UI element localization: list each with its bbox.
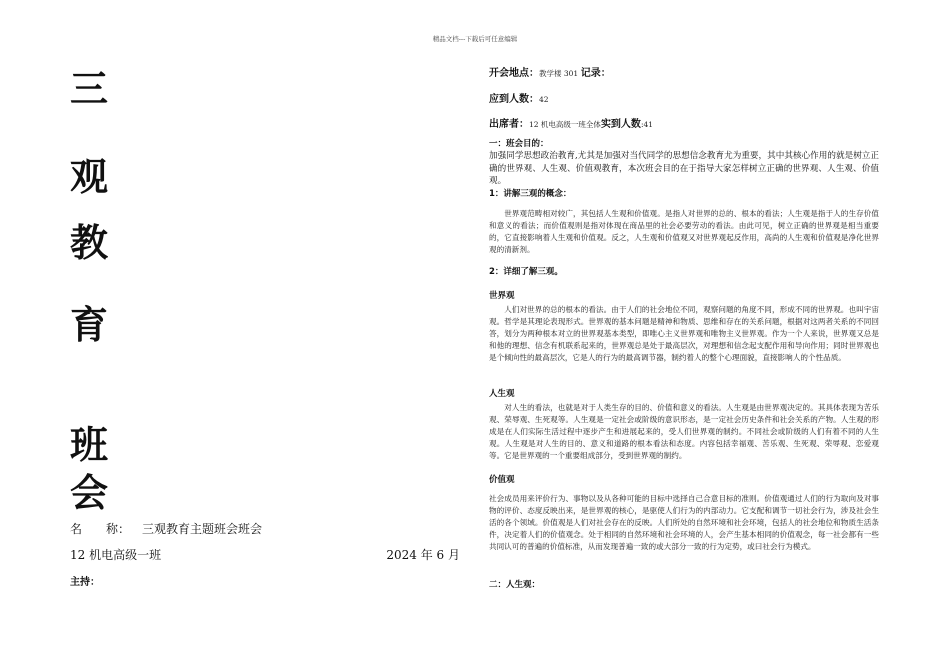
host-label: 主持： bbox=[70, 577, 100, 588]
expected-value: 42 bbox=[539, 95, 549, 104]
cover-class-line bbox=[70, 546, 460, 563]
cover-date: 2024 年 6 月 bbox=[386, 548, 460, 562]
place-value: 教学楼 301 bbox=[539, 69, 579, 78]
title-char: 会 bbox=[70, 471, 109, 515]
title-char: 观 bbox=[70, 155, 109, 199]
name-label: 名 称： bbox=[70, 522, 131, 536]
life-text: 对人生的看法，也就是对于人类生存的目的、价值和意义的看法。人生观是由世界观决定的。其具体表现为苦乐观、荣辱观、生死观等。人生观是一定社会或阶级的意识形态，是一定社会历史条件和社会关系的产物。人生观的形成是在人们实际生活过程中逐步产生和进展起来的，受人们世界观的制约。不同社会或阶级的人们有着不同的人生观。人生观是对人生的目的、意义和道路的根本看法和态度。内容包括幸福观、苦乐观、生死观、荣辱观、恋爱观等。它是世界观的一个重要组成部分，受到世界观的制约。 bbox=[489, 403, 879, 460]
life2-title: 二：人生观： bbox=[489, 580, 541, 590]
cover-name-line bbox=[70, 520, 262, 537]
expected-row bbox=[489, 94, 549, 106]
title-char: 班 bbox=[70, 423, 109, 467]
attendees-row bbox=[489, 119, 653, 131]
world-text: 人们对世界的总的根本的看法。由于人们的社会地位不同，观察问题的角度不同，形成不同的世界观。也叫宇宙观。哲学是其理论表现形式。世界观的基本问题是精神和物质、思维和存在的关系问题，根据对这两者关系的不同回答，划分为两种根本对立的世界观基本类型，即唯心主义世界观和唯物主义世界观。作为一个人来说，世界观又总是和他的理想、信念有机联系起来的，世界观总是处于最高层次，对理想和信念起支配作用和导向作用；同时世界观也是个倾向性的最高层次，它是人的行为的最高调节器，制约着人的整个心理面貌，直接影响人的个性品质。 bbox=[489, 305, 879, 362]
actual-value: :41 bbox=[640, 120, 654, 129]
world-title: 世界观 bbox=[489, 291, 515, 301]
name-value: 三观教育主题班会班会 bbox=[142, 522, 263, 536]
concept-text: 世界观范畴相对较广，其包括人生观和价值观。是指人对世界的总的、根本的看法；人生观是指于人的生存价值和意义的看法；而价值观则是指对体现在商品里的社会必要劳动的看法。由此可见，树立正确的世界观是相当重要的，它直接影响着人生观和价值观。反之，人生观和价值观又对世界观起反作用，高尚的人生观和价值观是净化世界观的清新剂。 bbox=[489, 209, 879, 254]
title-char: 三 bbox=[70, 67, 109, 111]
title-char: 教 bbox=[70, 221, 109, 265]
actual-label: 实到人数 bbox=[600, 119, 641, 130]
attendees-value: 12 机电高级一班全体 bbox=[529, 120, 601, 129]
value-text: 社会成员用来评价行为、事物以及从各种可能的目标中选择自己合意目标的准则。价值观通过人们的行为取向及对事物的评价、态度反映出来，是世界观的核心，是驱使人们行为的内部动力。它支配和调节一切社会行为，涉及社会生活的各个领域。价值观是人们对社会存在的反映。人们所处的自然环境和社会环境，包括人的社会地位和物质生活条件，决定着人们的价值观念。处于相同的自然环境和社会环境的人，会产生基本相同的价值观念，每一社会都有一些共同认可的普遍的价值标准，从而发现普遍一致的或大部分一致的行为定势，或曰社会行为模式。 bbox=[489, 494, 879, 551]
watermark-text: 精品文档---下载后可任意编辑 bbox=[432, 35, 518, 43]
title-char: 育 bbox=[70, 303, 109, 347]
class-name: 12 机电高级一班 bbox=[70, 548, 162, 562]
detail-title: 2：详细了解三观。 bbox=[489, 267, 563, 277]
purpose-title: 一：班会目的： bbox=[489, 139, 549, 149]
place-row bbox=[489, 68, 611, 80]
concept-title: 1：讲解三观的概念： bbox=[489, 189, 572, 199]
life-title: 人生观 bbox=[489, 389, 515, 399]
attendees-label: 出席者： bbox=[489, 119, 529, 130]
value-title: 价值观 bbox=[489, 475, 515, 485]
purpose-text: 加强同学思想政治教育,尤其是加强对当代同学的思想信念教育尤为重要，其中其核心作用的就是树立正确的世界观、人生观、价值观教育，本次班会目的在于指导大家怎样树立正确的世界观、人生观、价值观。 bbox=[489, 151, 879, 187]
record-label: 记录： bbox=[580, 68, 611, 79]
expected-label: 应到人数： bbox=[489, 94, 539, 105]
place-label: 开会地点： bbox=[489, 68, 539, 79]
